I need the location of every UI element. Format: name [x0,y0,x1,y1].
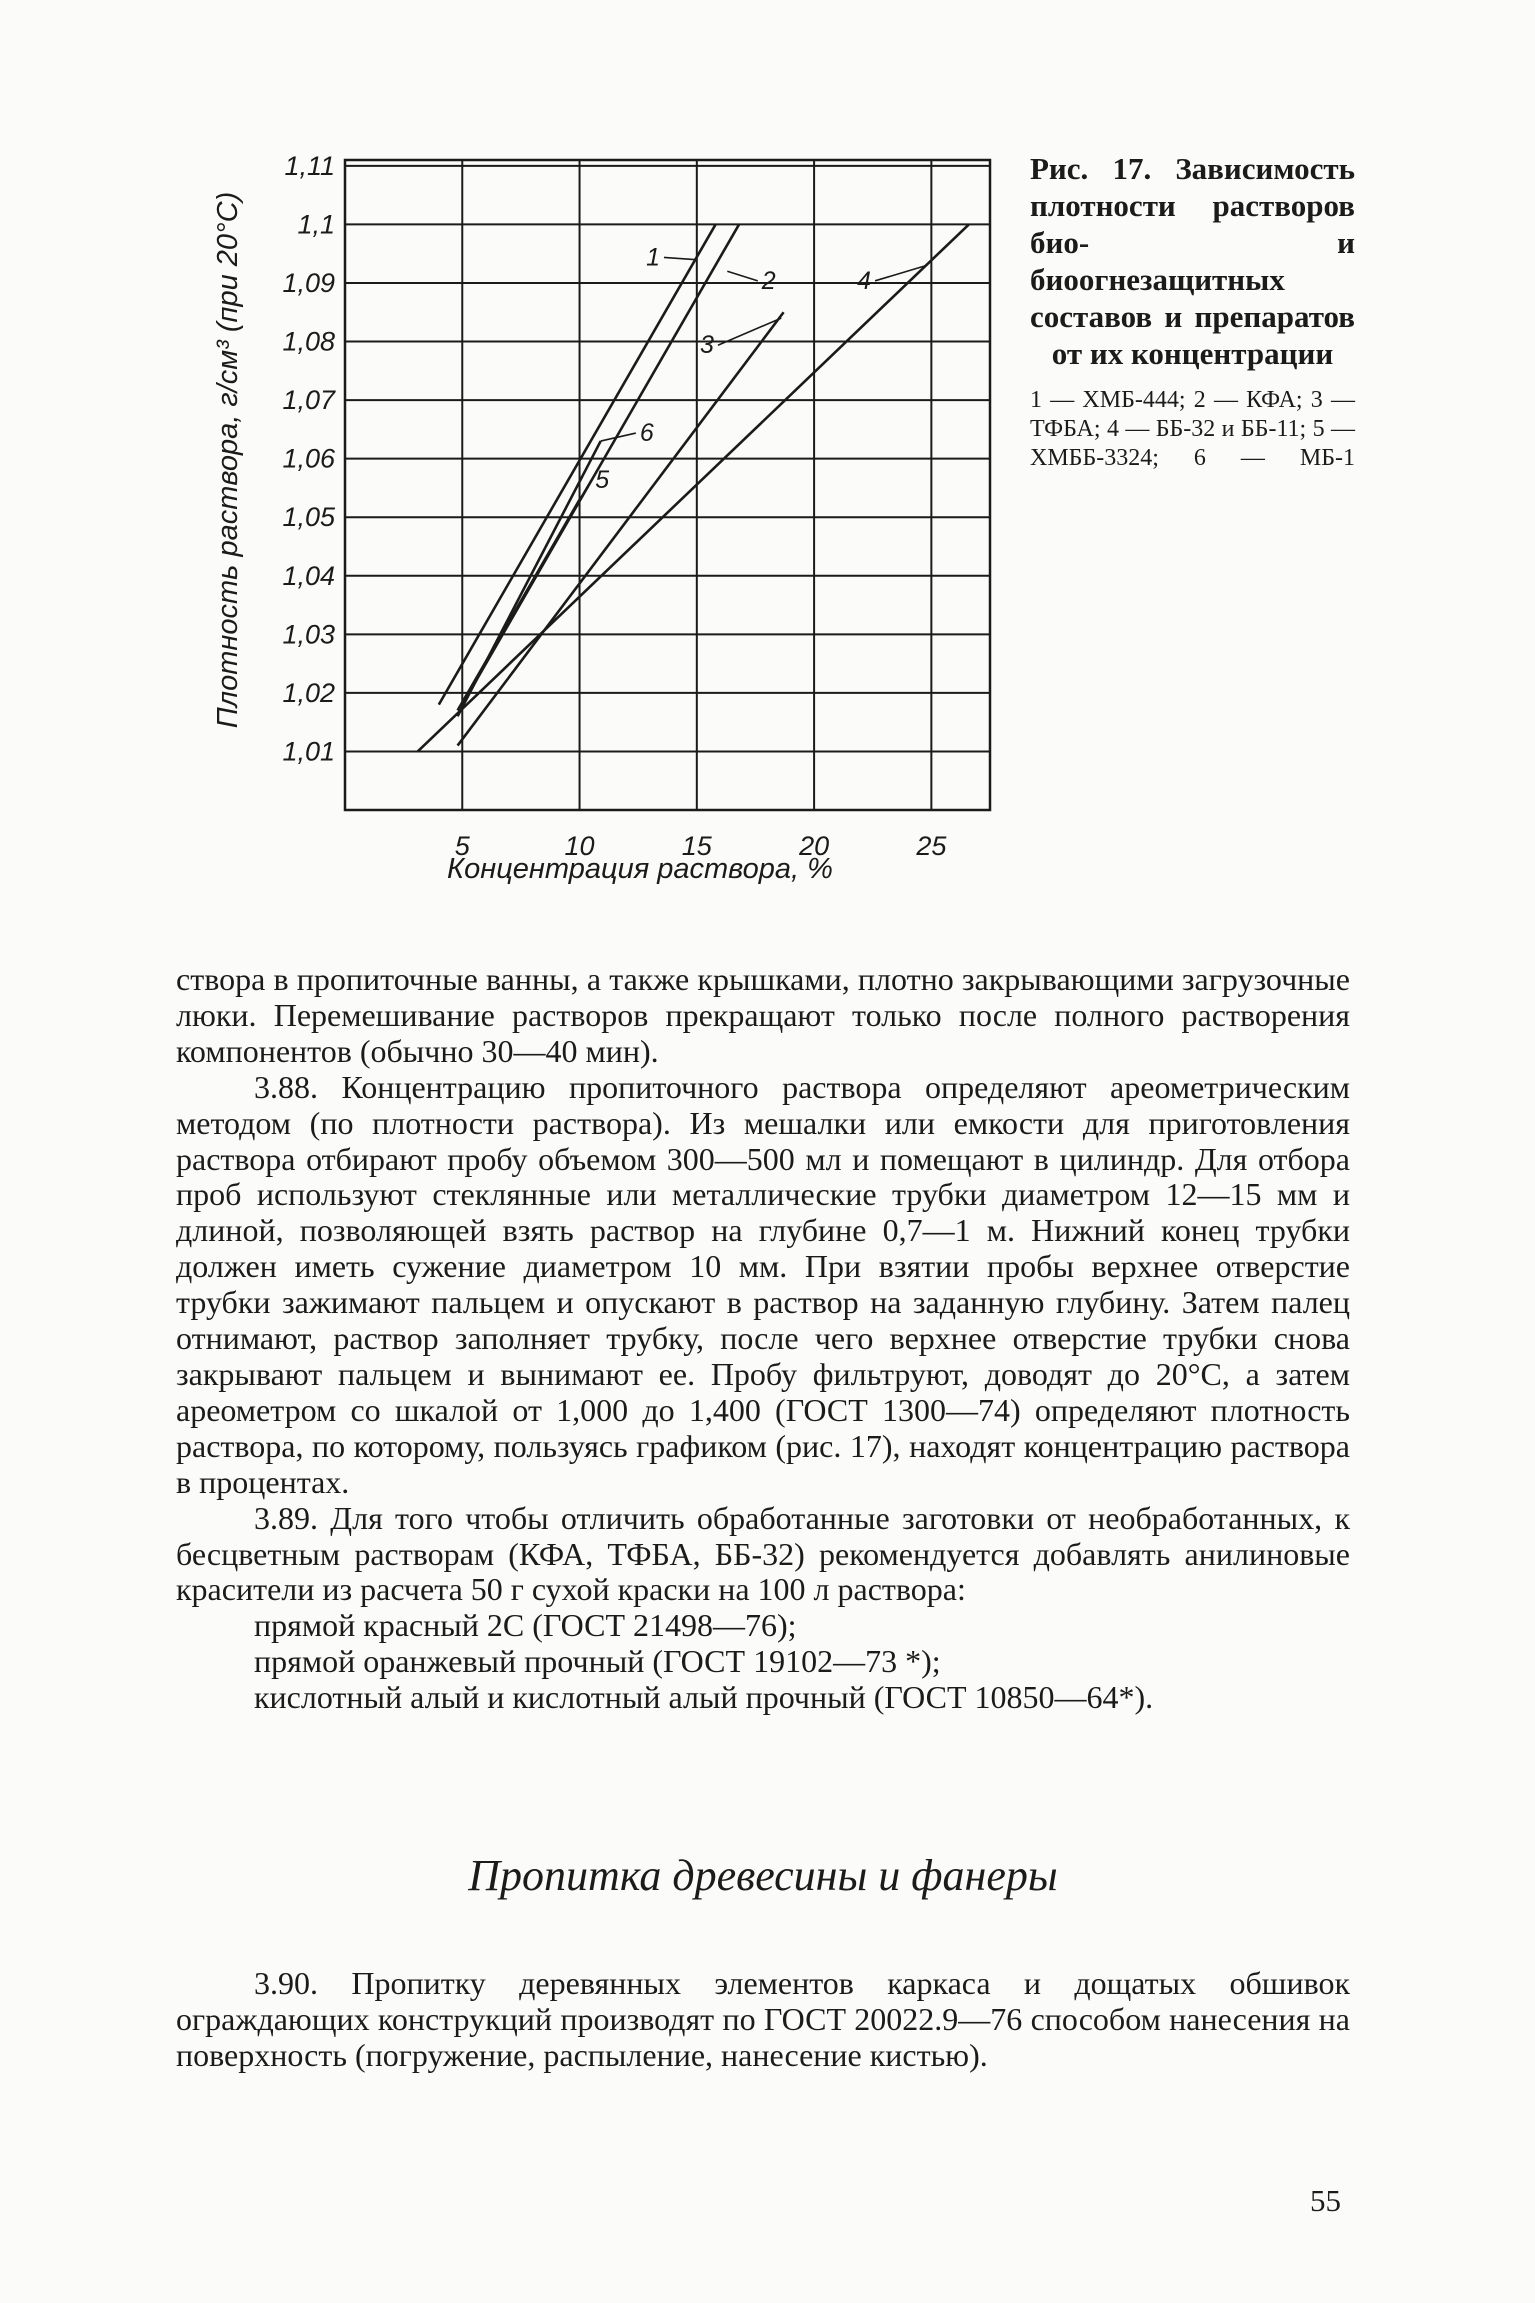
series-leader-2 [727,271,757,281]
y-tick-label: 1,04 [282,560,335,591]
y-tick-label: 1,11 [284,150,335,181]
density-chart [200,140,1000,910]
dye-list-item: кислотный алый и кислотный алый прочный (ГОСТ 10850—64*). [254,1679,1154,1716]
series-label-2: 2 [761,266,776,295]
y-tick-label: 1,09 [282,267,335,298]
series-label-3: 3 [700,331,714,360]
y-tick-label: 1,01 [282,736,335,767]
series-label-6: 6 [639,419,654,448]
paragraph-continuation: створа в пропиточные ванны, а также крышками, плотно закрывающими загрузочные люки. Перемешивание растворов прекращают только после полного растворения компонентов (обычно 30—40 мин). [176,961,1350,1069]
series-label-1: 1 [646,243,660,272]
x-tick-label: 15 [681,831,712,861]
series-label-4: 4 [857,266,872,295]
y-tick-label: 1,05 [282,502,335,533]
y-tick-label: 1,03 [282,619,335,650]
series-label-5: 5 [595,465,610,494]
x-tick-label: 10 [564,831,595,861]
chart-series [418,224,969,751]
y-tick-labels [282,151,336,767]
y-axis-title: Плотность раствора, г/см³ (при 20°С) [212,191,244,729]
x-tick-label: 25 [916,831,947,861]
body-text [176,962,1350,1716]
y-tick-label: 1,07 [282,385,335,416]
paragraph-3-88: 3.88. Концентрацию пропиточного раствора определяют ареометрическим методом (по плотности раствора). Из мешалки или емкости для приготовления раствора отбирают пробу объемом 300—500 мл и помещают в цилиндр. Для отбора проб используют стеклянные или металлические трубки диаметром 12—15 мм и длиной, позволяющей взять раствор на глубине 0,7—1 м. Нижний конец трубки должен иметь сужение диаметром 10 мм. При взятии пробы верхнее отверстие трубки зажимают пальцем и опускают в раствор на заданную глубину. Затем палец отнимают, раствор заполняет трубку, после чего верхнее отверстие трубки снова закрывают пальцем и вынимают ее. Пробу фильтруют, доводят до 20°С, а затем ареометром со шкалой от 1,000 до 1,400 (ГОСТ 1300—74) определяют плотность раствора, по которому, пользуясь графиком (рис. 17), находят концентрацию раствора в процентах. [176,1068,1350,1500]
figure-caption-title: Рис. 17. Зависимость плотности растворов био- и биоогнезащитных составов и препаратов от их концентрации [1030,151,1355,371]
x-tick-label: 20 [799,831,830,861]
y-tick-label: 1,1 [297,209,335,240]
x-tick-label: 5 [454,831,470,861]
series-line-1 [439,224,716,704]
dye-list-item: прямой оранжевый прочный (ГОСТ 19102—73 *); [254,1643,941,1680]
paragraph-3-89: 3.89. Для того чтобы отличить обработанные заготовки от необработанных, к бесцветным растворам (КФА, ТФБА, ББ-32) рекомендуется добавлять анилиновые красители из расчета 50 г сухой краски на 100 л раствора: [176,1499,1350,1608]
series-line-3 [458,312,784,745]
y-tick-label: 1,08 [282,326,335,357]
series-leader-1 [664,257,694,259]
series-leader-5 [580,480,592,500]
y-tick-label: 1,02 [282,677,335,708]
dye-list-item: прямой красный 2С (ГОСТ 21498—76); [254,1607,797,1644]
page-number: 55 [1310,2183,1341,2218]
paragraph-3-90: 3.90. Пропитку деревянных элементов каркаса и дощатых обшивок ограждающих конструкций производят по ГОСТ 20022.9—76 способом нанесения на поверхность (погружение, распыление, нанесение кистью). [176,1965,1350,2073]
section-body [176,1966,1350,2074]
x-axis-title: Концентрация раствора, % [447,853,833,885]
figure-legend: 1 — ХМБ-444; 2 — КФА; 3 — ТФБА; 4 — ББ-32 и ББ-11; 5 — ХМББ-3324; 6 — МБ-1 [1030,387,1355,471]
figure-caption [1030,150,1355,473]
y-tick-label: 1,06 [282,443,335,474]
section-heading: Пропитка древесины и фанеры [468,1851,1058,1900]
